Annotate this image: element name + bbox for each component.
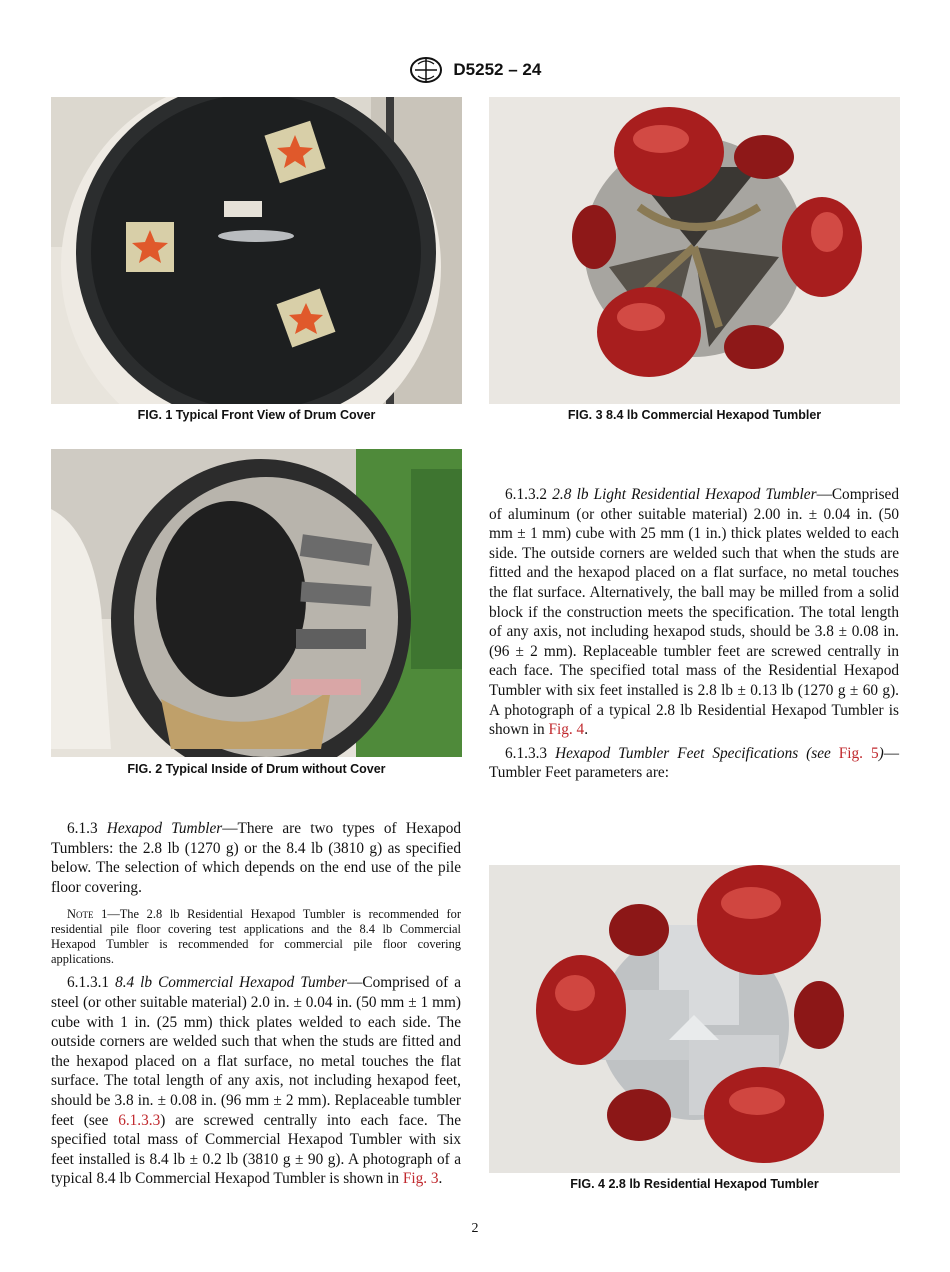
figure-3-caption: FIG. 3 8.4 lb Commercial Hexapod Tumbler bbox=[567, 408, 822, 422]
figure-2-caption: FIG. 2 Typical Inside of Drum without Cover bbox=[127, 762, 386, 776]
figure-4-photo bbox=[489, 865, 900, 1173]
figure-1-caption: FIG. 1 Typical Front View of Drum Cover bbox=[137, 408, 376, 422]
fig-5-link[interactable]: Fig. 5 bbox=[838, 744, 879, 762]
page-header bbox=[0, 56, 950, 84]
fig-4-link[interactable]: Fig. 4 bbox=[548, 721, 585, 739]
section-6-1-3-1: 6.1.3.1 8.4 lb Commercial Hexapod Tumber—Comprised of a steel (or other suitable material) 2.0 in. ± 0.04 in. (50 mm ± 1 mm) cube with 1 in. (25 mm) thick plates welded to each side. The outside corners are welded such that when the studs are fitted and the hexapod placed on a flat surface, no metal touches the flat surface. The total length of any axis, not including hexapod feet, should be 3.8 in. ± 0.08 in. (96 mm ± 2 mm). Replaceable tumbler feet (see 6.1.3.3) are screwed centrally into each face. The specified total mass of Commercial Hexapod Tumbler with six feet installed is 8.4 lb ± 0.2 lb (3810 g ± 90 g). A photograph of a typical 8.4 lb Commercial Hexapod Tumbler is shown in Fig. 3. bbox=[51, 974, 462, 1188]
note-1: Note 1—The 2.8 lb Residential Hexapod Tumbler is recommended for residential pile floor covering test applications and the 8.4 lb Commercial Hexapod Tumbler is recommended for commercial pile floor covering applications. bbox=[51, 907, 461, 967]
page-number: 2 bbox=[471, 1221, 479, 1236]
figure-2-photo bbox=[51, 449, 462, 757]
figure-4-caption: FIG. 4 2.8 lb Residential Hexapod Tumbler bbox=[570, 1177, 819, 1191]
section-6-1-3-2: 6.1.3.2 2.8 lb Light Residential Hexapod Tumbler—Comprised of aluminum (or other suitable material) 2.00 in. ± 0.04 in. (50 mm ± 1 mm) cube with 25 mm (1 in.) thick plates welded to each side. The outside corners are welded such that when the studs are fitted and the hexapod placed on a flat surface, no metal touches the flat surface. Alternatively, the ball may be milled from a solid block if the construction meets the specification. The total length of any axis, not including hexapod studs, should be 3.8 ± 0.08 in. (96 ± 2 mm). Replaceable tumbler feet are screwed centrally in each face. The specified total mass of the Residential Hexapod Tumbler with six feet installed is 2.8 lb ± 0.13 lb (1270 g ± 60 g). A photograph of a typical 2.8 lb Residential Hexapod Tumbler is shown in Fig. 4. bbox=[489, 486, 899, 739]
right-column-text bbox=[489, 485, 899, 787]
document-designation: D5252 – 24 bbox=[453, 60, 542, 79]
figure-1-photo bbox=[51, 97, 462, 404]
left-column-text bbox=[51, 819, 461, 1193]
figure-3-photo bbox=[489, 97, 900, 404]
fig-3-link[interactable]: Fig. 3 bbox=[402, 1170, 439, 1188]
section-6-1-3: 6.1.3 Hexapod Tumbler—There are two types of Hexapod Tumblers: the 2.8 lb (1270 g) or the 8.4 lb (3810 g) as specified below. The selection of which depends on the end use of the pile floor covering. bbox=[51, 820, 462, 896]
section-6-1-3-3-link[interactable]: 6.1.3.3 bbox=[118, 1111, 161, 1129]
astm-logo-icon bbox=[409, 56, 443, 84]
section-6-1-3-3: 6.1.3.3 Hexapod Tumbler Feet Specifications (see Fig. 5)—Tumbler Feet parameters are: bbox=[489, 744, 900, 782]
